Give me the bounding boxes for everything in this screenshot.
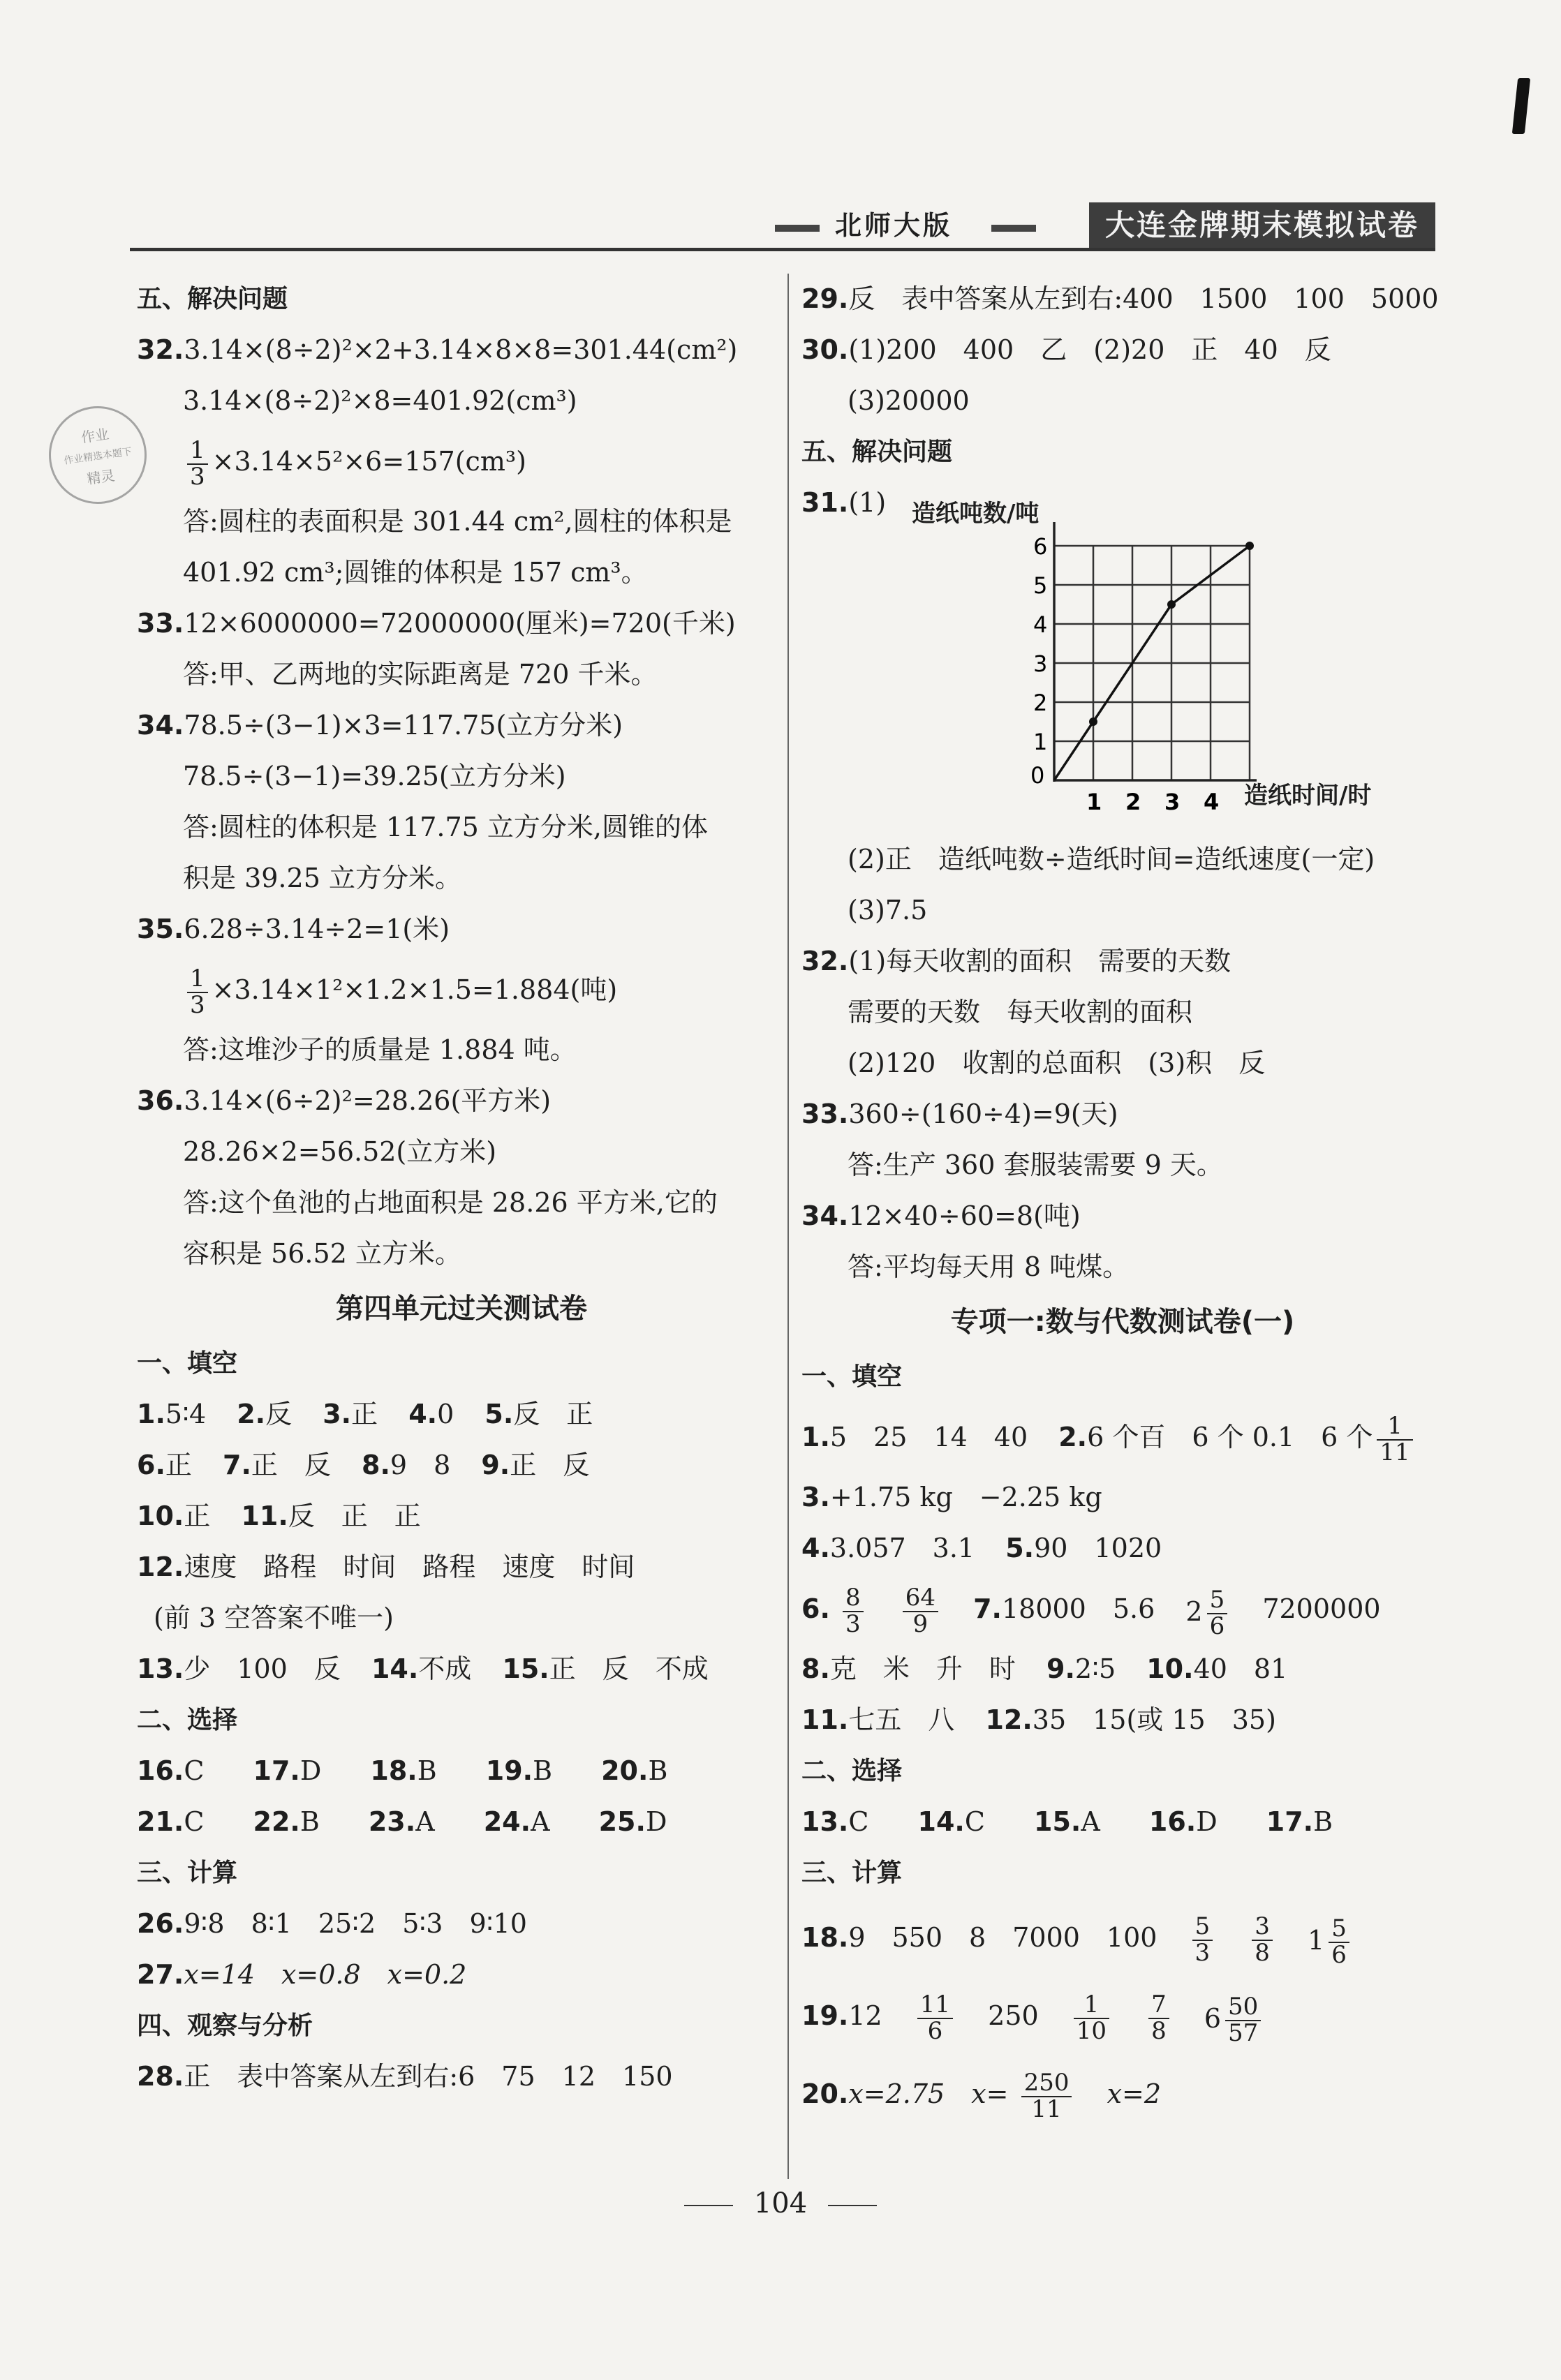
left-column bbox=[137, 274, 786, 2102]
chart-point bbox=[1089, 717, 1097, 726]
answer-line: 答:生产 360 套服装需要 9 天。 bbox=[848, 1150, 1223, 1180]
answer-line: 20.x=2.75 x= $\frac{250}{11}$ x=2 bbox=[801, 2068, 1162, 2123]
header-dash-left bbox=[775, 225, 820, 232]
answer-line: 36.3.14×(6÷2)²=28.26(平方米) bbox=[137, 1085, 552, 1116]
chart-point bbox=[1167, 600, 1176, 609]
unit-test-title: 第四单元过关测试卷 bbox=[336, 1293, 587, 1325]
fraction: $\frac{1}{3}$ bbox=[187, 438, 208, 489]
answer-line: 29.反 表中答案从左到右:400 1500 100 5000 bbox=[801, 283, 1439, 314]
answer-line: 答:这个鱼池的占地面积是 28.26 平方米,它的 bbox=[183, 1187, 718, 1218]
chart-y-tick-label: 5 bbox=[1033, 572, 1048, 599]
chart-x-tick-label: 2 bbox=[1125, 789, 1141, 815]
special-test-title: 专项一:数与代数测试卷(一) bbox=[950, 1306, 1295, 1338]
header-dash-right bbox=[991, 225, 1036, 232]
fraction: $\frac{64}{9}$ bbox=[903, 1586, 938, 1637]
section-heading: 三、计算 bbox=[137, 1859, 238, 1887]
answer-line: 21.C 22.B 23.A 24.A 25.D bbox=[137, 1806, 667, 1837]
section-heading: 五、解决问题 bbox=[801, 438, 953, 466]
answer-line: 30.(1)200 400 乙 (2)20 正 40 反 bbox=[801, 334, 1331, 365]
answer-line: (3)20000 bbox=[848, 385, 970, 416]
fraction: $\frac{11}{6}$ bbox=[917, 1993, 953, 2044]
section-heading: 三、计算 bbox=[801, 1859, 903, 1887]
answer-line: 13.C 14.C 15.A 16.D 17.B bbox=[801, 1806, 1333, 1837]
answer-line: 32.(1)每天收割的面积 需要的天数 bbox=[801, 946, 1231, 976]
mixed-number: 2 $\frac{5}{6}$ bbox=[1185, 1577, 1231, 1646]
answer-line: 28.26×2=56.52(立方米) bbox=[183, 1136, 497, 1167]
answer-line: 35.6.28÷3.14÷2=1(米) bbox=[137, 914, 450, 944]
chart-y-tick-label: 1 bbox=[1033, 729, 1048, 755]
chart-ylabel: 造纸吨数/吨 bbox=[912, 500, 1040, 528]
answer-line: 32.3.14×(8÷2)²×2+3.14×8×8=301.44(cm²) bbox=[137, 334, 738, 365]
chart-svg bbox=[887, 489, 1417, 815]
chart-point bbox=[1245, 542, 1254, 550]
answer-line: 27.x=14 x=0.8 x=0.2 bbox=[137, 1959, 467, 1990]
answer-line: 33.12×6000000=72000000(厘米)=720(千米) bbox=[137, 608, 736, 639]
answer-line: 10.正 11.反 正 正 bbox=[137, 1501, 421, 1531]
chart-y-tick-label: 4 bbox=[1033, 611, 1048, 638]
answer-line: 33.360÷(160÷4)=9(天) bbox=[801, 1099, 1118, 1129]
answer-line: 答:甲、乙两地的实际距离是 720 千米。 bbox=[183, 659, 658, 690]
fraction: $\frac{1}{11}$ bbox=[1377, 1414, 1412, 1465]
answer-line: 18.9 550 8 7000 100 $\frac{5}{3}$ $\frac{3}{8}$ 1 $\frac{5}{6}$ bbox=[801, 1898, 1444, 1977]
section-heading: 五、解决问题 bbox=[137, 285, 288, 313]
answer-line: $\frac{1}{3}$ ×3.14×5²×6=157(cm³) bbox=[137, 426, 786, 496]
answer-line: 28.正 表中答案从左到右:6 75 12 150 bbox=[137, 2061, 673, 2092]
chart-x-tick-label: 3 bbox=[1164, 789, 1181, 815]
section-heading: 二、选择 bbox=[801, 1757, 903, 1785]
mixed-number: 6 $\frac{50}{57}$ bbox=[1204, 1979, 1265, 2058]
header-rule bbox=[130, 248, 1435, 251]
answer-line: (3)7.5 bbox=[848, 895, 928, 925]
answer-line: 1.5 25 14 40 2.6 个百 6 个 0.1 6 个 $\frac{1}{11}$ bbox=[801, 1402, 1444, 1472]
mixed-number: 1 $\frac{5}{6}$ bbox=[1308, 1901, 1354, 1979]
header-edition: 北师大版 bbox=[835, 209, 953, 241]
section-heading: 二、选择 bbox=[137, 1706, 238, 1734]
section-heading: 一、填空 bbox=[137, 1349, 238, 1378]
chart-y-tick-label: 3 bbox=[1033, 650, 1048, 677]
chart-y-tick-label: 2 bbox=[1033, 690, 1048, 716]
answer-line: (前 3 空答案不唯一) bbox=[154, 1602, 394, 1633]
chart-x-tick-label: 4 bbox=[1204, 789, 1220, 815]
fraction: $\frac{8}{3}$ bbox=[843, 1586, 864, 1637]
section-heading: 一、填空 bbox=[801, 1362, 903, 1391]
stamp-logo: 作业 作业精选本题下 精灵 bbox=[43, 400, 153, 510]
answer-line: 3.+1.75 kg −2.25 kg bbox=[801, 1482, 1102, 1512]
answer-line: 31.(1) bbox=[801, 487, 887, 518]
chart-xlabel: 造纸时间/时 bbox=[1244, 782, 1372, 810]
answer-line: (2)正 造纸吨数÷造纸时间=造纸速度(一定) bbox=[848, 844, 1375, 875]
answer-line: 34.78.5÷(3−1)×3=117.75(立方分米) bbox=[137, 710, 623, 741]
fraction: $\frac{7}{8}$ bbox=[1148, 1993, 1169, 2044]
answer-line: 16.C 17.D 18.B 19.B 20.B bbox=[137, 1755, 668, 1786]
chart-y-tick-label: 6 bbox=[1033, 533, 1048, 560]
answer-line: 答:这堆沙子的质量是 1.884 吨。 bbox=[183, 1034, 577, 1065]
answer-line: 答:平均每天用 8 吨煤。 bbox=[848, 1251, 1130, 1282]
page-footer bbox=[0, 2187, 1561, 2219]
answer-line: 3.14×(8÷2)²×8=401.92(cm³) bbox=[183, 385, 577, 416]
answer-line: 78.5÷(3−1)=39.25(立方分米) bbox=[183, 761, 566, 791]
fraction: $\frac{5}{3}$ bbox=[1192, 1914, 1213, 1965]
page-number: 104 bbox=[753, 2187, 808, 2219]
answer-line: 答:圆柱的体积是 117.75 立方分米,圆锥的体 bbox=[183, 812, 709, 842]
answer-line: (2)120 收割的总面积 (3)积 反 bbox=[848, 1048, 1266, 1078]
answer-line: 12.速度 路程 时间 路程 速度 时间 bbox=[137, 1552, 635, 1582]
answer-line: 6.正 7.正 反 8.9 8 9.正 反 bbox=[137, 1450, 590, 1480]
answer-line: 11.七五 八 12.35 15(或 15 35) bbox=[801, 1704, 1276, 1735]
answer-line: $\frac{1}{3}$ ×3.14×1²×1.2×1.5=1.884(吨) bbox=[137, 955, 786, 1025]
answer-line: 容积是 56.52 立方米。 bbox=[183, 1238, 461, 1269]
header-series-title: 大连金牌期末模拟试卷 bbox=[1089, 202, 1435, 248]
answer-line: 1.5∶4 2.反 3.正 4.0 5.反 正 bbox=[137, 1399, 593, 1429]
answer-line: 积是 39.25 立方分米。 bbox=[183, 863, 461, 893]
answer-line: 4.3.057 3.1 5.90 1020 bbox=[801, 1533, 1162, 1563]
fraction: $\frac{3}{8}$ bbox=[1252, 1914, 1273, 1965]
section-heading: 四、观察与分析 bbox=[137, 2011, 313, 2040]
answer-line: 34.12×40÷60=8(吨) bbox=[801, 1200, 1081, 1231]
column-divider bbox=[787, 274, 789, 2179]
fraction: $\frac{250}{11}$ bbox=[1021, 2071, 1072, 2122]
answer-line: 答:圆柱的表面积是 301.44 cm²,圆柱的体积是 bbox=[183, 506, 732, 537]
answer-line: 需要的天数 每天收割的面积 bbox=[848, 997, 1193, 1027]
chart-x-tick-label: 1 bbox=[1086, 789, 1102, 815]
answer-line: 6. $\frac{8}{3}$ $\frac{64}{9}$ 7.18000 5.6 2 $\frac{5}{6}$ 7200000 bbox=[801, 1574, 1444, 1644]
chart-origin-label: 0 bbox=[1030, 762, 1045, 789]
answer-line: 26.9∶8 8∶1 25∶2 5∶3 9∶10 bbox=[137, 1908, 527, 1939]
answer-line: 19.12 $\frac{11}{6}$ 250 $\frac{1}{10}$ $\frac{7}{8}$ 6 $\frac{50}{57}$ bbox=[801, 1977, 1444, 2055]
corner-mark bbox=[1512, 78, 1530, 134]
answer-line: 401.92 cm³;圆锥的体积是 157 cm³。 bbox=[183, 557, 648, 588]
answer-line: 13.少 100 反 14.不成 15.正 反 不成 bbox=[137, 1653, 709, 1684]
fraction: $\frac{1}{10}$ bbox=[1074, 1993, 1109, 2044]
fraction: $\frac{1}{3}$ bbox=[187, 967, 208, 1018]
answer-line: 8.克 米 升 时 9.2∶5 10.40 81 bbox=[801, 1653, 1288, 1684]
